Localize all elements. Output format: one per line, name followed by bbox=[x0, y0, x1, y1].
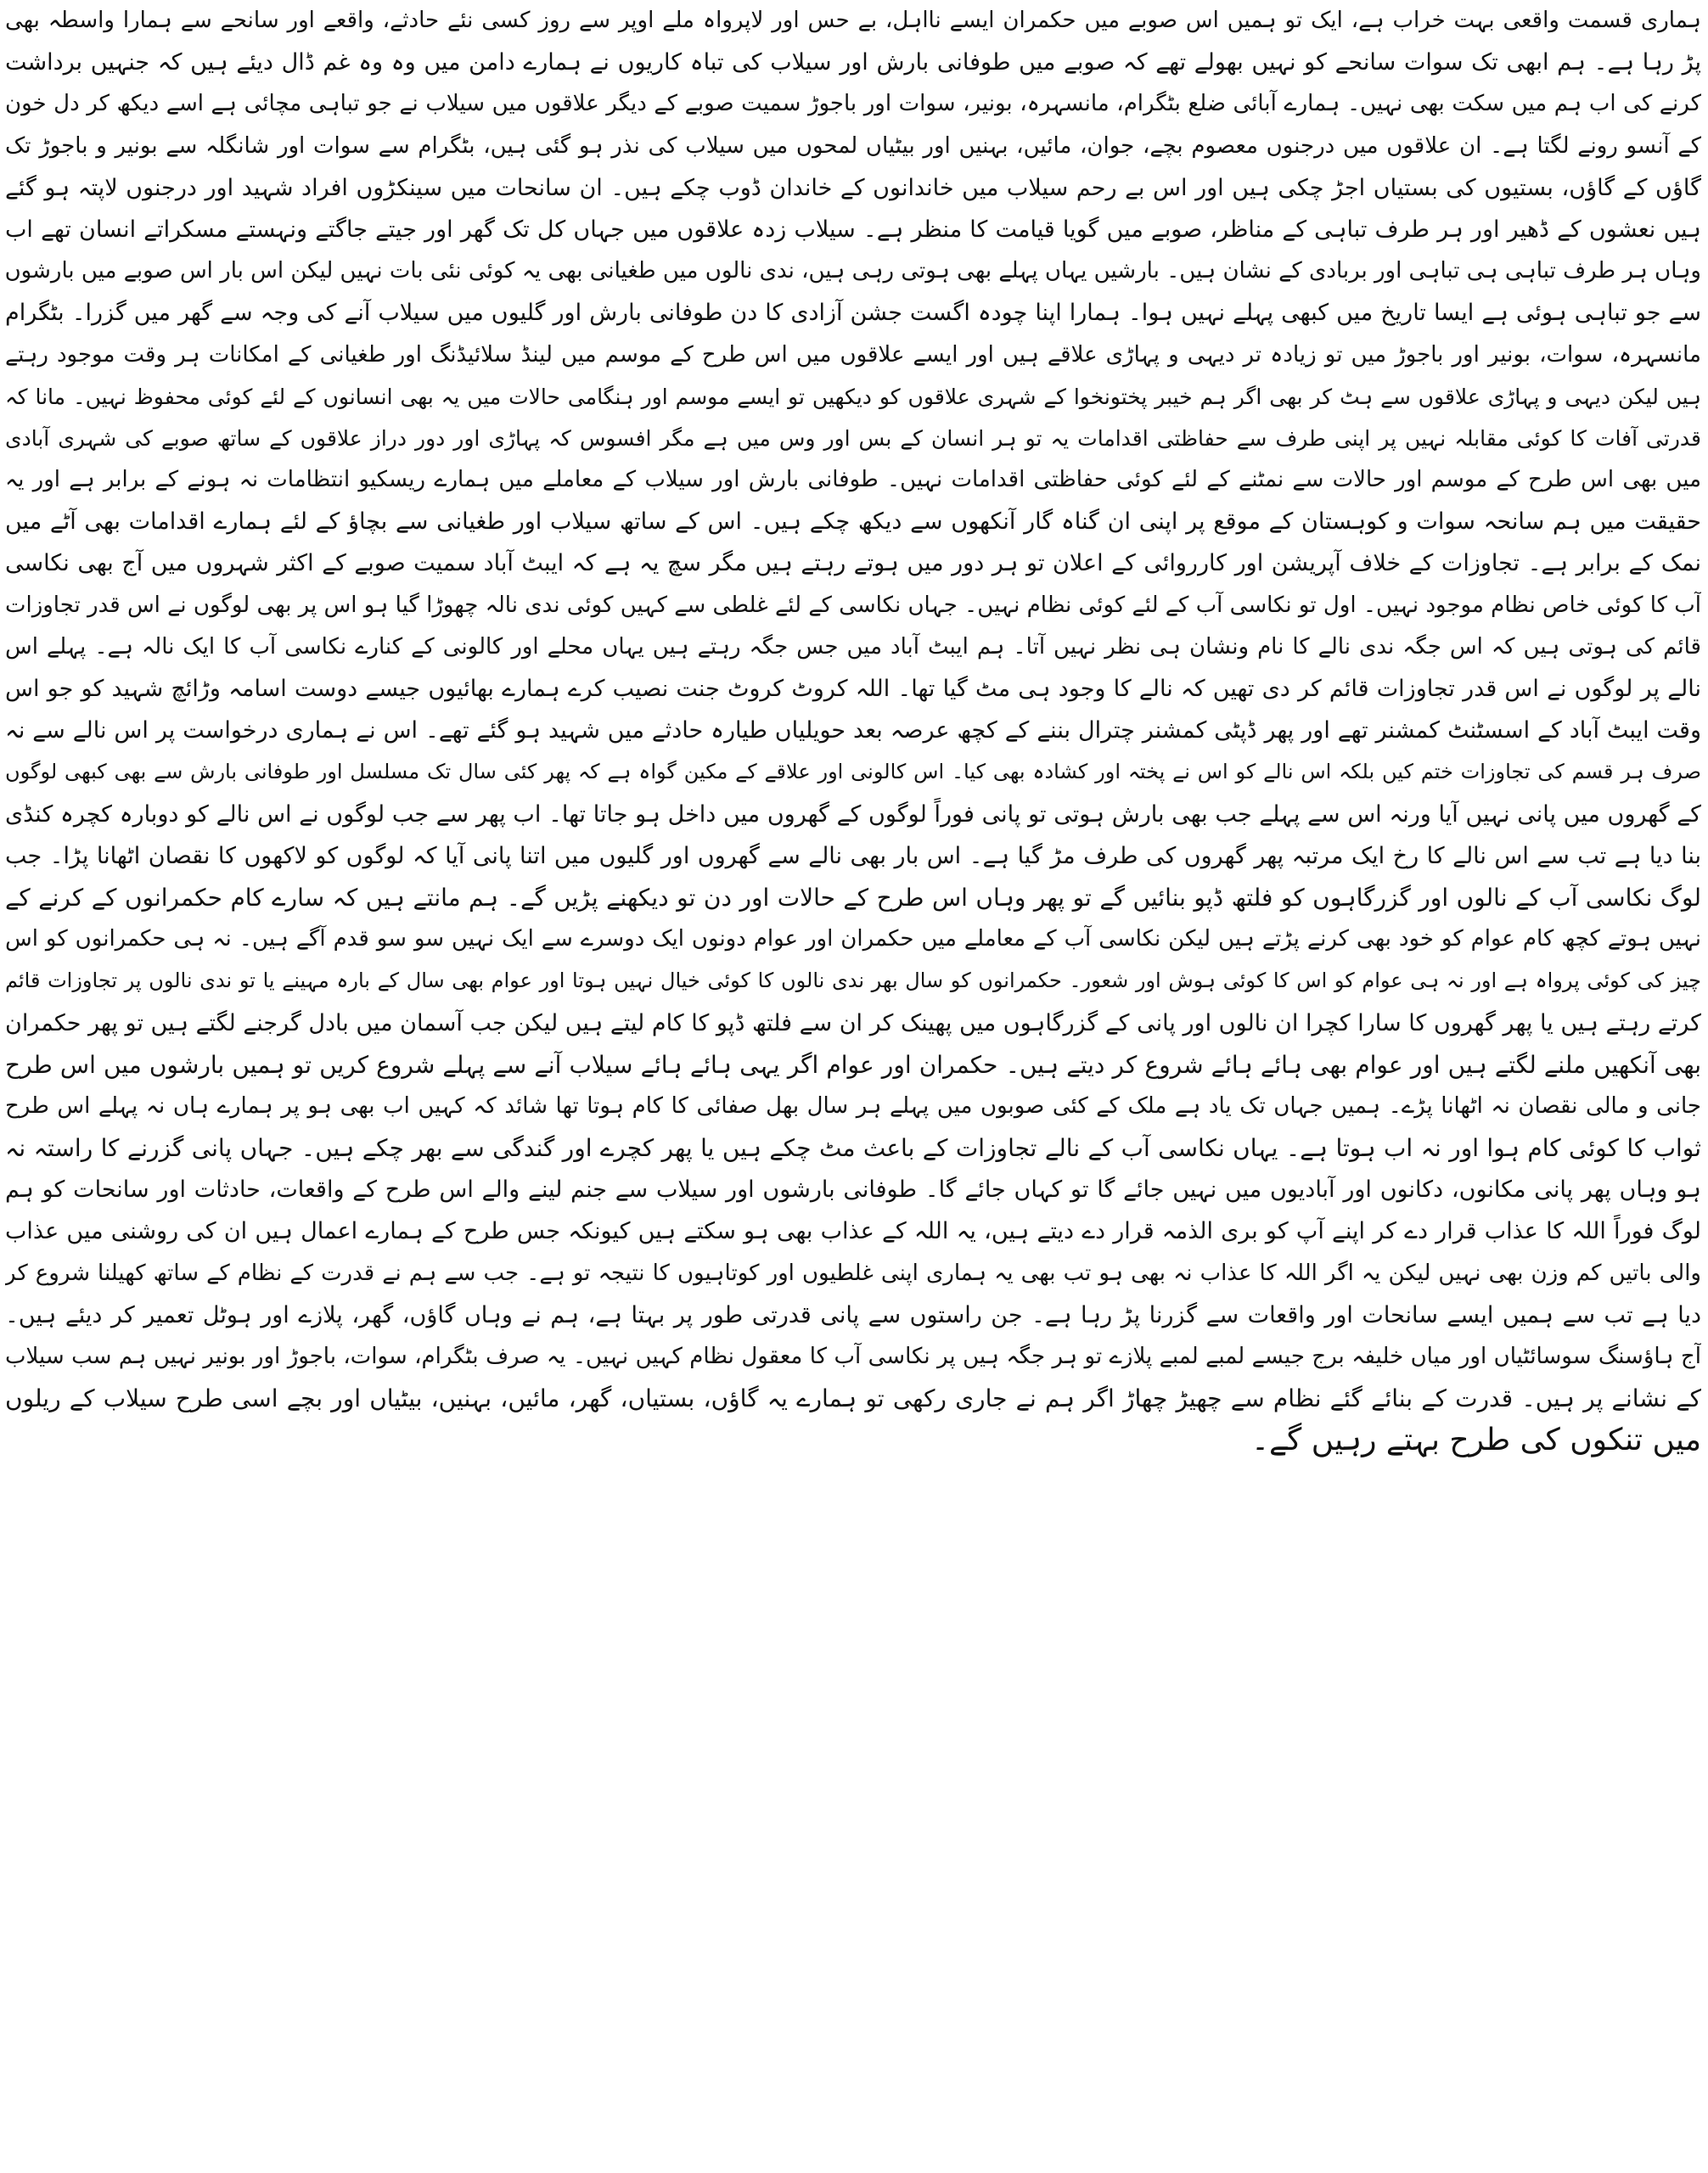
article-line: والی باتیں کم وزن بھی نہیں لیکن یہ اگر اللہ کا عذاب نہ بھی ہو تب بھی یہ ہماری اپنی غلطیوں اور کوتاہیوں کا نتیجہ تو ہے۔ جب سے ہم نے قدرت کے نظام کے ساتھ کھیلنا شروع کر bbox=[5, 1260, 1701, 1286]
article-line: دیا ہے تب سے ہمیں ایسے سانحات اور واقعات سے گزرنا پڑ رہا ہے۔ جن راستوں سے پانی قدرتی طور پر بہتا ہے، ہم نے وہاں گاؤں، گھر، پلازے اور ہوٹل تعمیر کر دیئے ہیں۔ bbox=[5, 1301, 1701, 1328]
article-line: ثواب کا کوئی کام ہوا اور نہ اب ہوتا ہے۔ یہاں نکاسی آب کے نالے تجاوزات کے باعث مٹ چکے ہیں یا پھر کچرے اور گندگی سے بھر چکے ہیں۔ جہاں پانی گزرنے کا راستہ نہ bbox=[5, 1134, 1701, 1163]
article-line: قدرتی آفات کا کوئی مقابلہ نہیں پر اپنی طرف سے حفاظتی اقدامات یہ تو ہر انسان کے بس اور وس میں ہے مگر افسوس کہ پہاڑی اور دور دراز علاقوں کے ساتھ صوبے کی شہری آبادی bbox=[5, 425, 1701, 451]
article-line: ہو وہاں پھر پانی مکانوں، دکانوں اور آبادیوں میں نہیں جائے گا تو کہاں جائے گا۔ طوفانی بارشوں اور سیلاب سے جنم لینے والے اس طرح کے واقعات، حادثات اور سانحات کو ہم bbox=[5, 1176, 1701, 1204]
article-line: سے جو تباہی ہوئی ہے ایسا تاریخ میں کبھی پہلے نہیں ہوا۔ ہمارا اپنا چودہ اگست جشن آزادی کا دن طوفانی بارش اور گلیوں میں سیلاب آنے کی وجہ سے گھر میں گزرا۔ بٹگرام bbox=[5, 300, 1701, 327]
article-line: نہیں ہوتے کچھ کام عوام کو خود بھی کرنے پڑتے ہیں لیکن نکاسی آب کے معاملے میں حکمران اور عوام دونوں ایک دوسرے سے ایک نہیں سو سو قدم آگے ہیں۔ نہ ہی حکمرانوں کو اس bbox=[5, 926, 1701, 952]
article-line: کے نشانے پر ہیں۔ قدرت کے بنائے گئے نظام سے چھیڑ چھاڑ اگر ہم نے جاری رکھی تو ہمارے یہ گاؤں، بستیاں، گھر، مائیں، بہنیں، بیٹیاں اور بچے اسی طرح سیلاب کے ریلوں bbox=[5, 1384, 1701, 1413]
article-line: کے آنسو رونے لگتا ہے۔ ان علاقوں میں درجنوں معصوم بچے، جوان، مائیں، بہنیں اور بیٹیاں لمحوں میں سیلاب کی نذر ہو گئی ہیں، بٹگرام سے سوات اور شانگلہ سے بونیر و باجوڑ تک bbox=[5, 132, 1701, 159]
article-line: نالے پر لوگوں نے اس قدر تجاوزات قائم کر دی تھیں کہ نالے کا وجود ہی مٹ گیا تھا۔ اللہ کروٹ کروٹ جنت نصیب کرے ہمارے بھائیوں جیسے دوست اسامہ وڑائچ شہید کو جو اس bbox=[5, 676, 1701, 702]
article-line: نمک کے برابر ہے۔ تجاوزات کے خلاف آپریشن اور کارروائی کے اعلان تو ہر دور میں ہوتے رہتے ہیں مگر سچ یہ ہے کہ ایبٹ آباد سمیت صوبے کے اکثر شہروں میں آج بھی نکاسی bbox=[5, 550, 1701, 577]
article-line: کے گھروں میں پانی نہیں آیا ورنہ اس سے پہلے جب بھی بارش ہوتی تو پانی فوراً لوگوں کے گھروں میں داخل ہو جاتا تھا۔ اب پھر سے جب لوگوں نے اس نالے کو دوبارہ کچرہ کنڈی bbox=[5, 800, 1701, 828]
article-line: کرتے رہتے ہیں یا پھر گھروں کا سارا کچرا ان نالوں اور پانی کے گزرگاہوں میں پھینک کر ان سے فلتھ ڈپو کا کام لیتے ہیں لیکن جب آسمان میں بادل گرجنے لگتے ہیں تو پھر حکمران bbox=[5, 1009, 1701, 1036]
article-line: پڑ رہا ہے۔ ہم ابھی تک سوات سانحے کو نہیں بھولے تھے کہ صوبے میں طوفانی بارش اور سیلاب کی تباہ کاریوں نے ہمارے دامن میں وہ وہ غم ڈال دیئے ہیں کہ جنہیں برداشت bbox=[5, 49, 1701, 76]
article-line: آج ہاؤسنگ سوسائٹیاں اور میاں خلیفہ برج جیسے لمبے لمبے پلازے تو ہر جگہ ہیں پر نکاسی آب کا معقول نظام کہیں نہیں۔ یہ صرف بٹگرام، سوات، باجوڑ اور بونیر نہیں ہم سب سیلاب bbox=[5, 1344, 1701, 1369]
article-line: وہاں ہر طرف تباہی ہی تباہی اور بربادی کے نشان ہیں۔ بارشیں یہاں پہلے بھی ہوتی رہی ہیں، ندی نالوں میں طغیانی بھی یہ کوئی نئی بات نہیں لیکن اس بار اس صوبے میں بارشوں bbox=[5, 258, 1701, 284]
article-line: آب کا کوئی خاص نظام موجود نہیں۔ اول تو نکاسی آب کے لئے کوئی نظام نہیں۔ جہاں نکاسی کے لئے غلطی سے کہیں کوئی ندی نالہ چھوڑا گیا ہو اس پر بھی لوگوں نے اس قدر تجاوزات bbox=[5, 592, 1701, 618]
article-line-last: میں تنکوں کی طرح بہتے رہیں گے۔ bbox=[1250, 1423, 1701, 1458]
article-line: کرنے کی اب ہم میں سکت بھی نہیں۔ ہمارے آبائی ضلع بٹگرام، مانسہرہ، بونیر، سوات اور باجوڑ سمیت صوبے کے دیگر علاقوں میں سیلاب نے جو تباہی مچائی ہے اسے دیکھ کر دل خون bbox=[5, 91, 1701, 117]
article-line: بنا دیا ہے تب سے اس نالے کا رخ ایک مرتبہ پھر گھروں کی طرف مڑ گیا ہے۔ اس بار بھی نالے سے گھروں اور گلیوں میں اتنا پانی آیا کہ لوگوں کو لاکھوں کا نقصان اٹھانا پڑا۔ جب bbox=[5, 842, 1701, 869]
article-line: وقت ایبٹ آباد کے اسسٹنٹ کمشنر تھے اور پھر ڈپٹی کمشنر چترال بننے کے کچھ عرصہ بعد حویلیاں طیارہ حادثے میں شہید ہو گئے تھے۔ اس نے ہماری درخواست پر اس نالے سے نہ bbox=[5, 717, 1701, 744]
article-line: مانسہرہ، سوات، بونیر اور باجوڑ میں تو زیادہ تر دیہی و پہاڑی علاقے ہیں اور ایسے علاقوں میں اس طرح کے موسم میں لینڈ سلائیڈنگ اور طغیانی کے امکانات ہر وقت موجود رہتے bbox=[5, 341, 1701, 368]
article-line: لوگ فوراً اللہ کا عذاب قرار دے کر اپنے آپ کو بری الذمہ قرار دے دیتے ہیں، یہ اللہ کے عذاب بھی ہو سکتے ہیں کیونکہ جس طرح کے ہمارے اعمال ہیں ان کی روشنی میں عذاب bbox=[5, 1218, 1701, 1245]
article-line: بھی آنکھیں ملنے لگتے ہیں اور عوام بھی ہائے ہائے شروع کر دیتے ہیں۔ حکمران اور عوام اگر یہی ہائے ہائے سیلاب آنے سے پہلے شروع کریں تو ہمیں بارشوں میں اس طرح bbox=[5, 1050, 1701, 1079]
article-line: میں بھی اس طرح کے موسم اور حالات سے نمٹنے کے لئے کوئی حفاظتی اقدامات نہیں۔ طوفانی بارش اور سیلاب کے معاملے میں ہمارے ریسکیو انتظامات نہ ہونے کے برابر ہے اور یہ bbox=[5, 467, 1701, 493]
article-line: ہماری قسمت واقعی بہت خراب ہے، ایک تو ہمیں اس صوبے میں حکمران ایسے نااہل، بے حس اور لاپرواہ ملے اوپر سے روز کسی نئے حادثے، واقعے اور سانحے سے ہمارا واسطہ بھی bbox=[5, 8, 1701, 33]
article-line: ہیں نعشوں کے ڈھیر اور ہر طرف تباہی کے مناظر، صوبے میں گویا قیامت کا منظر ہے۔ سیلاب زدہ علاقوں میں جہاں کل تک گھر اور جیتے جاگتے ونہستے مسکراتے انسان تھے اب bbox=[5, 216, 1701, 243]
article-line: گاؤں کے گاؤں، بستیوں کی بستیاں اجڑ چکی ہیں اور اس بے رحم سیلاب میں خاندانوں کے خاندان ڈوب چکے ہیں۔ ان سانحات میں سینکڑوں افراد شہید اور درجنوں لاپتہ ہو گئے bbox=[5, 174, 1701, 201]
article-line: قائم کی ہوتی ہیں کہ اس جگہ ندی نالے کا نام ونشان ہی نظر نہیں آتا۔ ہم ایبٹ آباد میں جس جگہ رہتے ہیں یہاں محلے اور کالونی کے کنارے نکاسی آب کا ایک نالہ ہے۔ پہلے اس bbox=[5, 633, 1701, 660]
article-line: چیز کی کوئی پرواہ ہے اور نہ ہی عوام کو اس کا کوئی ہوش اور شعور۔ حکمرانوں کو سال بھر ندی نالوں کا کوئی خیال نہیں ہوتا اور عوام بھی سال کے بارہ مہینے یا تو ندی نالوں پر تجاوزات قائم bbox=[5, 969, 1701, 993]
article-line: ہیں لیکن دیہی و پہاڑی علاقوں سے ہٹ کر بھی اگر ہم خیبر پختونخوا کے شہری علاقوں کو دیکھیں تو ایسے موسم اور ہنگامی حالات میں یہ بھی انسانوں کے لئے کوئی محفوظ نہیں۔ مانا کہ bbox=[5, 384, 1701, 409]
article-line: صرف ہر قسم کی تجاوزات ختم کیں بلکہ اس نالے کو اس نے پختہ اور کشادہ بھی کیا۔ اس کالونی اور علاقے کے مکین گواہ ہے کہ پھر کئی سال تک مسلسل اور طوفانی بارش سے بھی کبھی لوگوں bbox=[5, 760, 1701, 784]
article-line: حقیقت میں ہم سانحہ سوات و کوہستان کے موقع پر اپنی ان گناہ گار آنکھوں سے دیکھ چکے ہیں۔ اس کے ساتھ سیلاب اور طغیانی سے بچاؤ کے لئے ہمارے اقدامات بھی آٹے میں bbox=[5, 508, 1701, 536]
article-line: لوگ نکاسی آب کے نالوں اور گزرگاہوں کو فلتھ ڈپو بنائیں گے تو پھر وہاں اس طرح کے حالات اور دن تو دیکھنے پڑیں گے۔ ہم مانتے ہیں کہ سارے کام حکمرانوں کے کرنے کے bbox=[5, 883, 1701, 912]
article-line: جانی و مالی نقصان نہ اٹھانا پڑے۔ ہمیں جہاں تک یاد ہے ملک کے کئی صوبوں میں پہلے ہر سال بھل صفائی کا کام ہوتا تھا شائد کہ کہیں اب بھی ہو پر ہمارے ہاں نہ پہلے اس طرح bbox=[5, 1092, 1701, 1119]
